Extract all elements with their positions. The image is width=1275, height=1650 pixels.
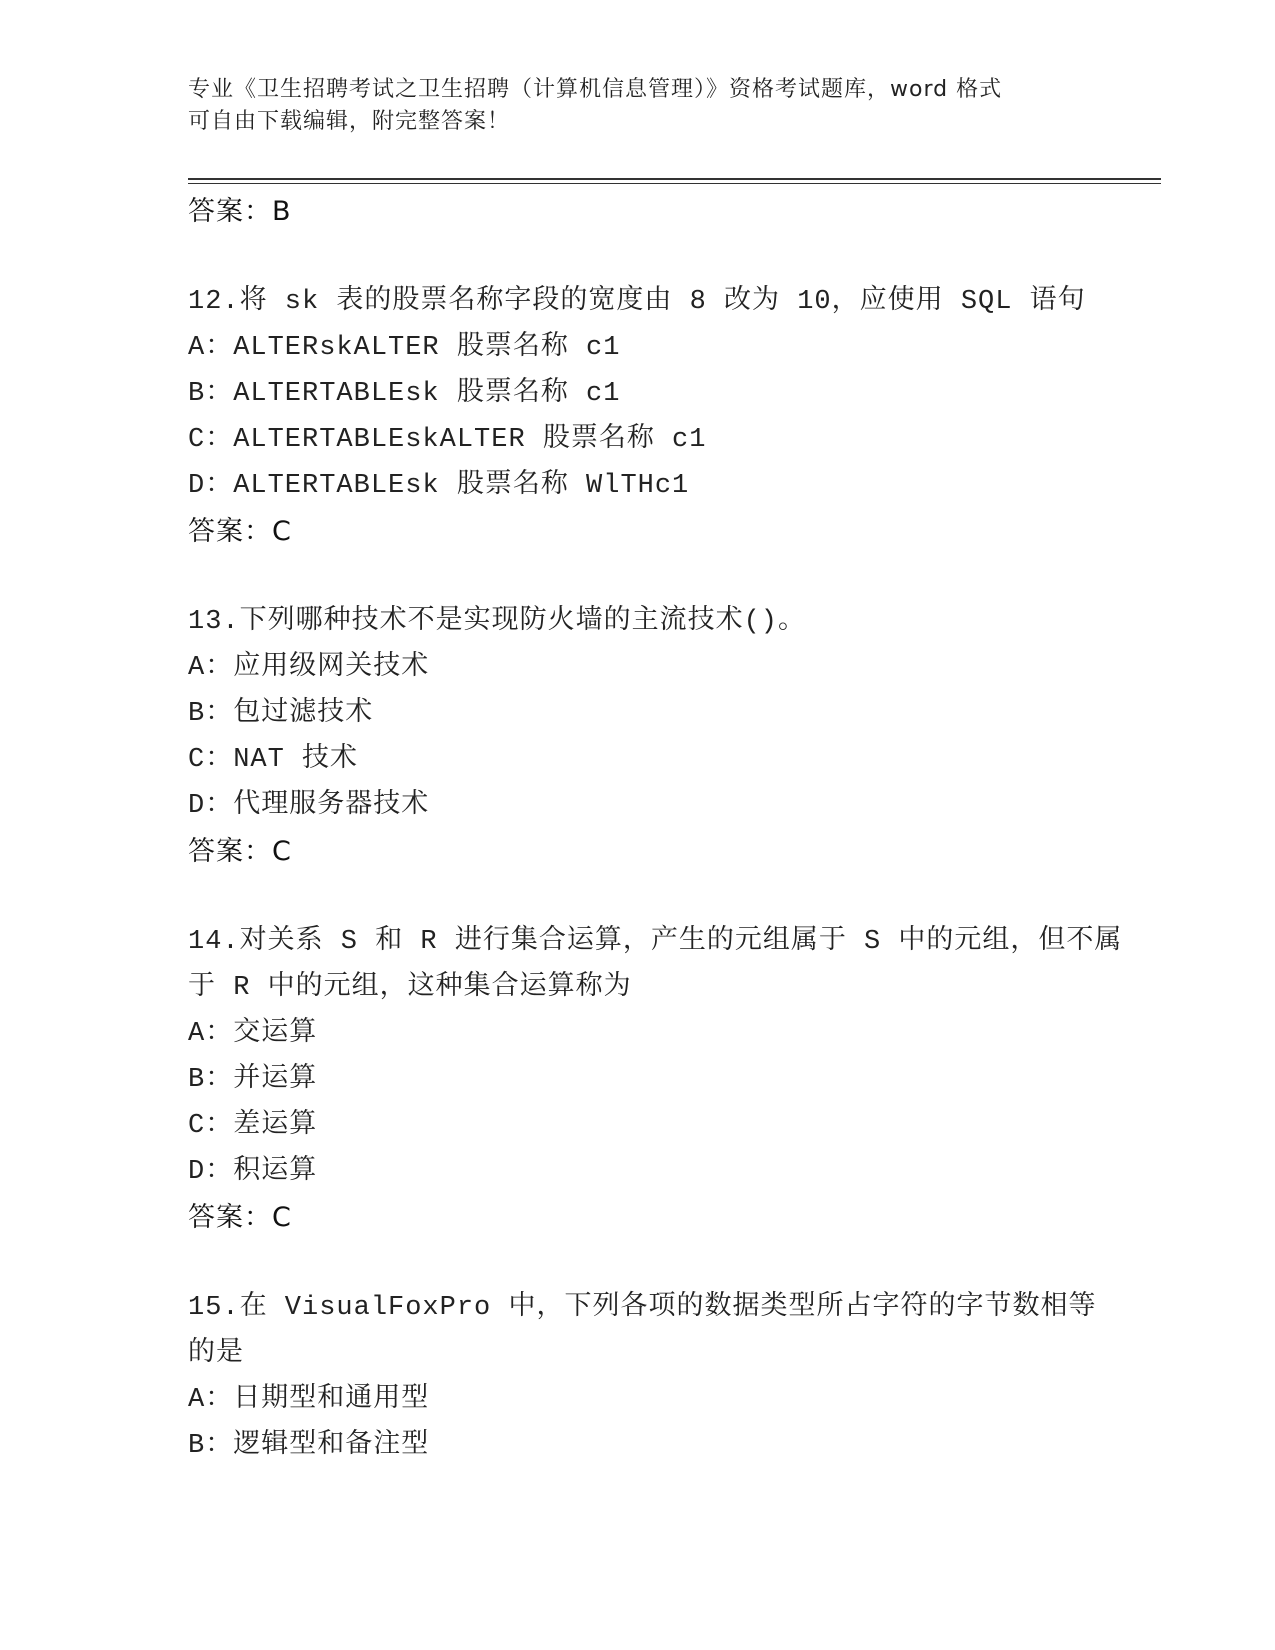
option-c: C：差运算 bbox=[188, 1111, 318, 1141]
option-b: B：包过滤技术 bbox=[188, 699, 374, 729]
question-text-continued: 的是 bbox=[188, 1339, 244, 1369]
header-divider-thick bbox=[188, 178, 1161, 180]
option-d: D：积运算 bbox=[188, 1157, 318, 1187]
answer-line: 答案：B bbox=[188, 196, 292, 227]
option-c: C：NAT 技术 bbox=[188, 745, 359, 775]
option-d: D：代理服务器技术 bbox=[188, 791, 430, 821]
option-a: A：ALTERskALTER 股票名称 c1 bbox=[188, 333, 621, 363]
answer-line: 答案：C bbox=[188, 1202, 292, 1233]
option-a: A：应用级网关技术 bbox=[188, 653, 430, 683]
question-item bbox=[188, 599, 1108, 875]
option-b: B：并运算 bbox=[188, 1065, 318, 1095]
option-a: A：日期型和通用型 bbox=[188, 1385, 430, 1415]
page-header bbox=[188, 74, 1088, 138]
option-a: A：交运算 bbox=[188, 1019, 318, 1049]
option-d: D：ALTERTABLEsk 股票名称 WlTHc1 bbox=[188, 471, 690, 501]
question-text: 13.下列哪种技术不是实现防火墙的主流技术()。 bbox=[188, 607, 807, 637]
answer-line: 答案：C bbox=[188, 836, 292, 867]
question-text-continued: 于 R 中的元组，这种集合运算称为 bbox=[188, 973, 632, 1003]
question-item bbox=[188, 919, 1123, 1241]
question-text: 12.将 sk 表的股票名称字段的宽度由 8 改为 10，应使用 SQL 语句 bbox=[188, 287, 1086, 317]
option-b: B：ALTERTABLEsk 股票名称 c1 bbox=[188, 379, 621, 409]
option-c: C：ALTERTABLEskALTER 股票名称 c1 bbox=[188, 425, 707, 455]
option-b: B：逻辑型和备注型 bbox=[188, 1431, 430, 1461]
header-line-1: 专业《卫生招聘考试之卫生招聘（计算机信息管理）》资格考试题库，word 格式 bbox=[188, 77, 1003, 102]
question-text: 14.对关系 S 和 R 进行集合运算，产生的元组属于 S 中的元组，但不属 bbox=[188, 927, 1123, 957]
answer-line: 答案：C bbox=[188, 516, 292, 547]
question-item bbox=[188, 279, 1108, 555]
question-item bbox=[188, 1285, 1108, 1469]
question-list bbox=[188, 189, 1123, 1469]
header-line-2: 可自由下载编辑，附完整答案！ bbox=[188, 109, 511, 134]
header-divider-thin bbox=[188, 183, 1161, 184]
question-text: 15.在 VisualFoxPro 中，下列各项的数据类型所占字符的字节数相等 bbox=[188, 1293, 1097, 1323]
